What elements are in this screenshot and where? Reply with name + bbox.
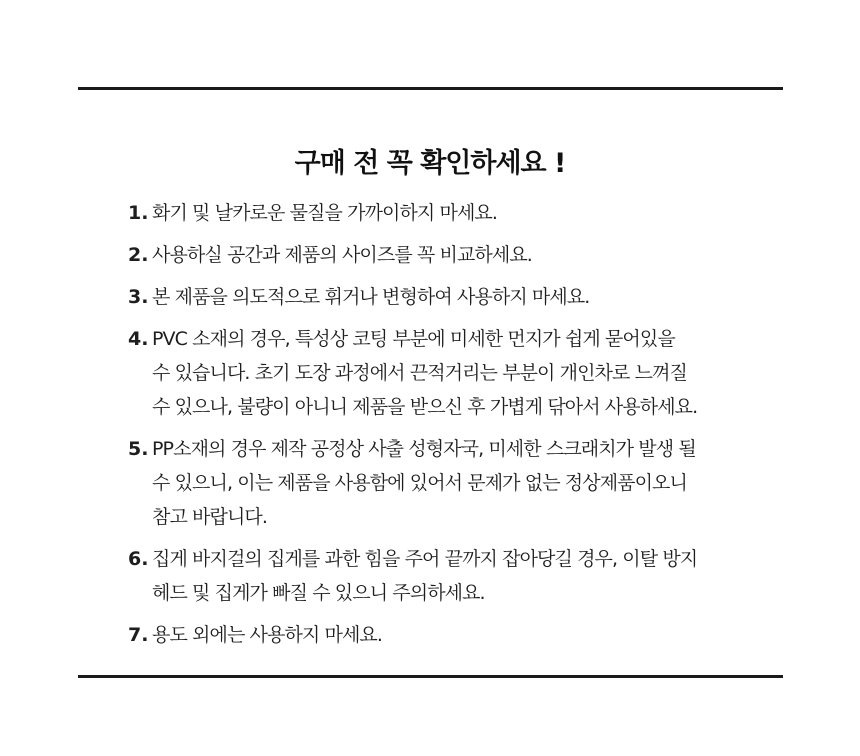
item-number: 5. — [128, 438, 149, 460]
item-text: 수 있으니, 이는 제품을 사용함에 있어서 문제가 없는 정상제품이오니 — [152, 472, 687, 494]
item-text: 사용하실 공간과 제품의 사이즈를 꼭 비교하세요. — [152, 244, 532, 266]
item-text: 참고 바랍니다. — [152, 506, 268, 528]
top-divider — [78, 87, 783, 90]
item-text: 집게 바지걸의 집게를 과한 힘을 주어 끝까지 잡아당길 경우, 이탈 방지 — [152, 548, 698, 570]
item-number: 1. — [128, 202, 149, 224]
item-number: 7. — [128, 624, 149, 646]
item-text: 헤드 및 집게가 빠질 수 있으니 주의하세요. — [152, 582, 485, 604]
list-item — [128, 280, 768, 314]
item-number: 2. — [128, 244, 149, 266]
item-number: 4. — [128, 328, 149, 350]
item-number: 3. — [128, 286, 149, 308]
item-number: 6. — [128, 548, 149, 570]
list-item — [128, 618, 768, 652]
item-text: 용도 외에는 사용하지 마세요. — [152, 624, 383, 646]
item-text: 본 제품을 의도적으로 휘거나 변형하여 사용하지 마세요. — [152, 286, 590, 308]
bottom-divider — [78, 675, 783, 678]
item-text: PP소재의 경우 제작 공정상 사출 성형자국, 미세한 스크래치가 발생 될 — [152, 438, 696, 460]
item-text: 화기 및 날카로운 물질을 가까이하지 마세요. — [152, 202, 498, 224]
item-text: PVC 소재의 경우, 특성상 코팅 부분에 미세한 먼지가 쉽게 묻어있을 — [152, 328, 675, 350]
list-item — [128, 196, 768, 230]
list-item — [128, 542, 768, 610]
caution-list — [128, 196, 768, 660]
list-item — [128, 322, 768, 424]
item-text: 수 있습니다. 초기 도장 과정에서 끈적거리는 부분이 개인차로 느껴질 — [152, 362, 687, 384]
page-title: 구매 전 꼭 확인하세요 ! — [294, 148, 566, 180]
list-item — [128, 432, 768, 534]
list-item — [128, 238, 768, 272]
item-text: 수 있으나, 불량이 아니니 제품을 받으신 후 가볍게 닦아서 사용하세요. — [152, 396, 698, 418]
